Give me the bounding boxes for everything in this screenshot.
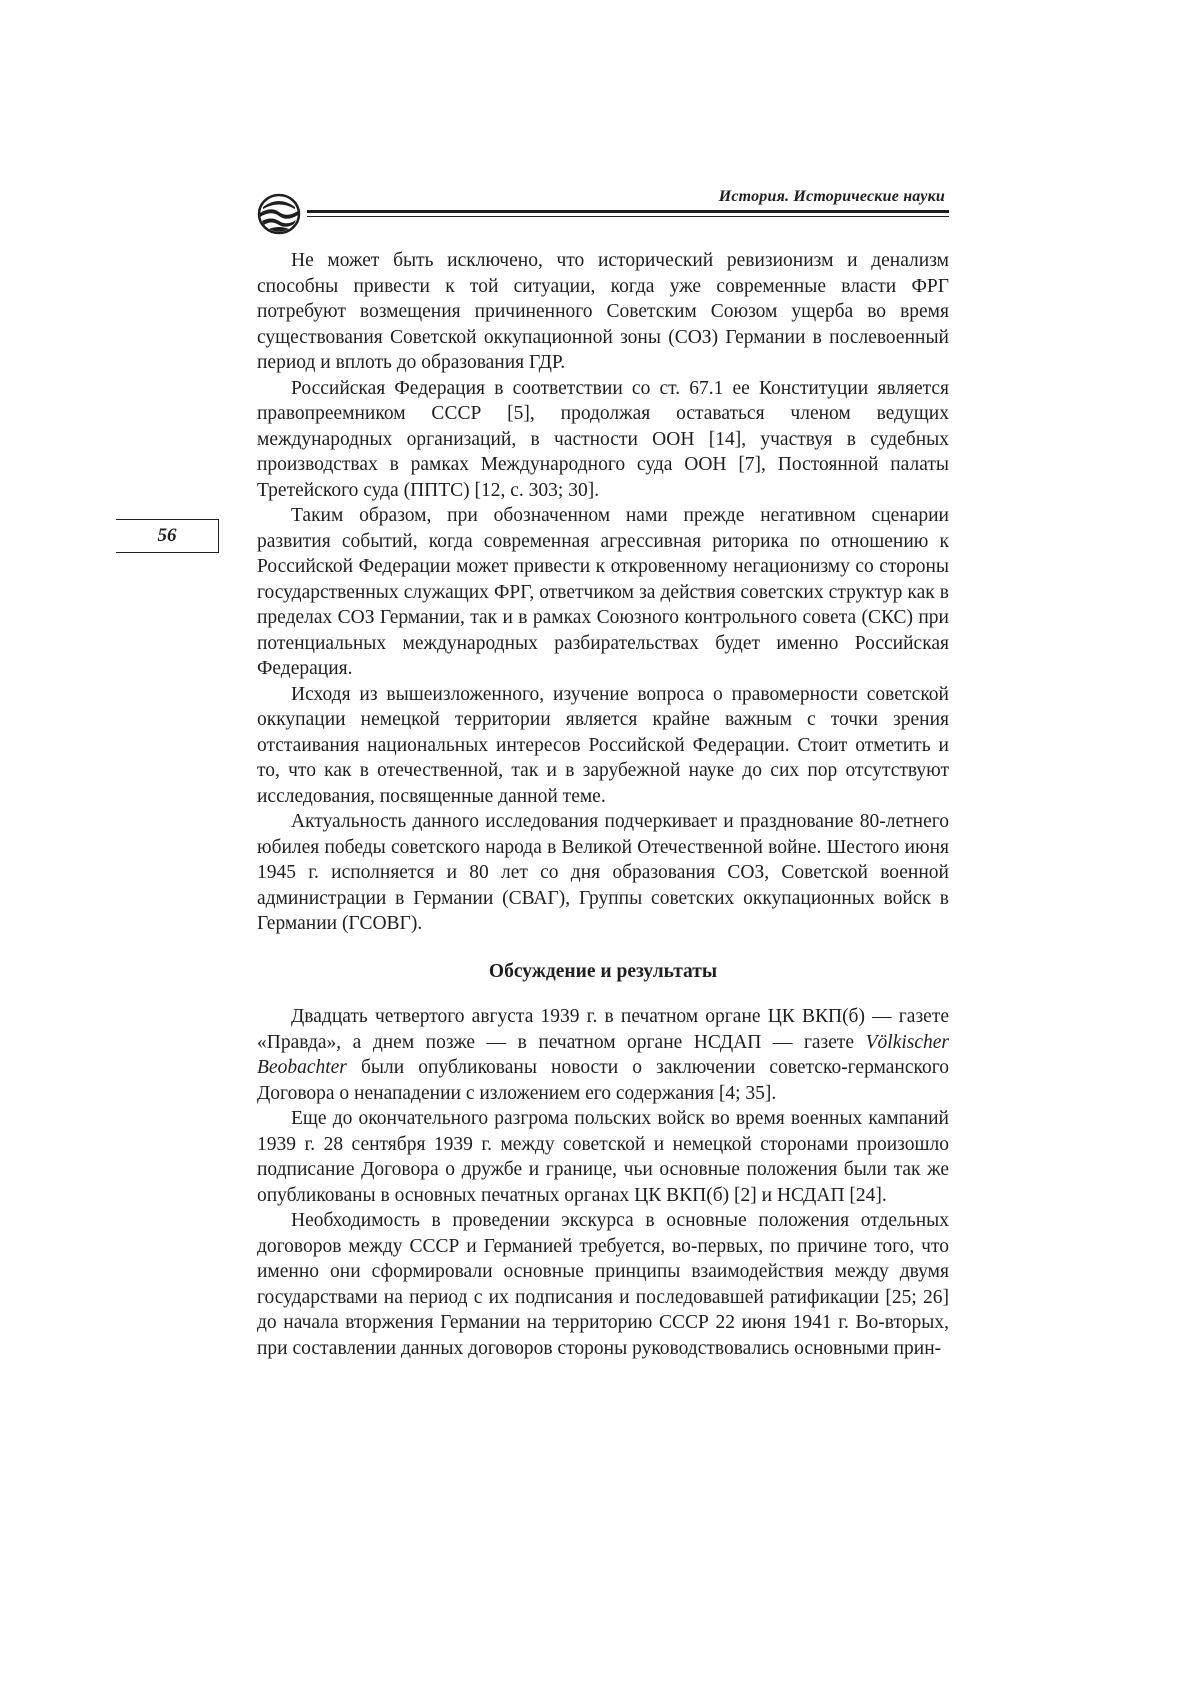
- running-header: [257, 186, 949, 232]
- paragraph: Не может быть исключено, что исторический ревизионизм и денализм способны привести к той ситуации, когда уже современные власти ФРГ потребуют возмещения причиненного Советским Союзом ущерба во время существования Советской оккупационной зоны (СОЗ) Германии в послевоенный период и вплоть до образования ГДР.: [257, 250, 949, 373]
- paragraph-text-end: были опубликованы новости о заключении советско-германского Договора о ненападении с изложением его содержания [4; 35].: [257, 1057, 949, 1104]
- journal-section-title: История. Исторические науки: [718, 188, 945, 205]
- paragraph: Еще до окончательного разгрома польских войск во время военных кампаний 1939 г. 28 сентября 1939 г. между советской и немецкой сторонами произошло подписание Договора о дружбе и границе, чьи основные положения были так же опубликованы в основных печатных органах ЦК ВКП(б) [2] и НСДАП [24].: [257, 1108, 949, 1206]
- paragraph: Российская Федерация в соответствии со ст. 67.1 ее Конституции является правопреемником СССР [5], продолжая оставаться членом ведущих международных организаций, в частности ООН [14], участвуя в судебных производствах в рамках Международного суда ООН [7], Постоянной палаты Третейского суда (ППТС) [12, с. 303; 30].: [257, 377, 949, 501]
- newspaper-title-italic: Völkischer Beobachter: [257, 1031, 949, 1078]
- journal-wave-logo-icon: [257, 192, 301, 236]
- paragraph-text-start: Двадцать четвертого августа 1939 г. в печатном органе ЦК ВКП(б) — газете «Правда», а днем позже — в печатном органе НСДАП — газете: [257, 1006, 949, 1053]
- paragraph: Актуальность данного исследования подчеркивает и празднование 80-летнего юбилея победы советского народа в Великой Отечественной войне. Шестого июня 1945 г. исполняется и 80 лет со дня образования СОЗ, Советской военной администрации в Германии (СВАГ), Группы советских оккупационных войск в Германии (ГСОВГ).: [257, 811, 949, 934]
- paragraph: [257, 1004, 949, 1106]
- paragraph: Необходимость в проведении экскурса в основные положения отдельных договоров между СССР и Германией требуется, во-первых, по причине того, что именно они сформировали основные принципы взаимодействия между двумя государствами на период с их подписания и последовавшей ратификации [25; 26] до начала вторжения Германии на территорию СССР 22 июня 1941 г. Во-вторых, при составлении данных договоров стороны руководствовались основными прин-: [257, 1210, 949, 1359]
- article-body: [257, 248, 949, 1361]
- paragraph: Таким образом, при обозначенном нами прежде негативном сценарии развития событий, когда современная агрессивная риторика по отношению к Российской Федерации может привести к откровенному негационизму со стороны государственных служащих ФРГ, ответчиком за действия советских структур как в пределах СОЗ Германии, так и в рамках Союзного контрольного совета (СКС) при потенциальных международных разбирательствах будет именно Российская Федерация.: [257, 505, 949, 679]
- header-rule-thin: [307, 216, 949, 217]
- header-rule-thick: [307, 210, 949, 213]
- section-heading: Обсуждение и результаты: [488, 960, 718, 982]
- paragraph: Исходя из вышеизложенного, изучение вопроса о правомерности советской оккупации немецкой территории является крайне важным с точки зрения отстаивания национальных интересов Российской Федерации. Стоит отметить и то, что как в отечественной, так и в зарубежной науке до сих пор отсутствуют исследования, посвященные данной теме.: [257, 683, 949, 807]
- page-number: 56: [116, 519, 219, 553]
